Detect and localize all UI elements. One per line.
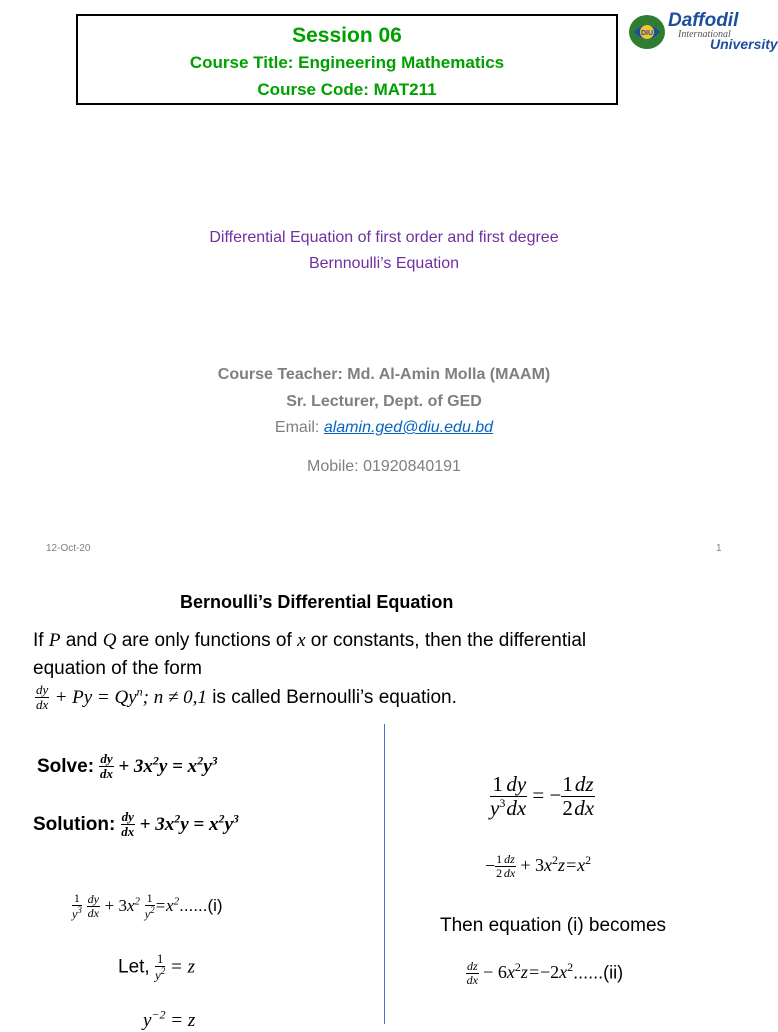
equation-i: $\frac{1}{y^3}$ $\frac{dy}{dx}$ + $3x^2$ $\frac{1}{y^2}$ $=x^2......(i)$ [72, 891, 223, 922]
derivative-relation: $\frac{1}{y^3}$ $\frac{dy}{dx}$ = − $\frac{1}{2}$ $\frac{dz}{dx}$ [490, 772, 595, 821]
definition-paragraph: If P and Q are only functions of x or constants, then the differential equation of the form [33, 630, 587, 679]
email-label: Email: [274, 419, 324, 436]
substitution-y: $y^{-2} = z$ [143, 1008, 196, 1032]
mobile-line: Mobile: 01920840191 [307, 458, 461, 475]
university-logo-icon [628, 14, 666, 50]
column-divider [384, 724, 385, 1024]
logo-badge: DIU [640, 30, 654, 37]
logo-text-daffodil: Daffodil [668, 10, 739, 31]
solution-equation: Solution: $\frac{dy}{dx}$ + $3x^2y = x^2y^3$ [33, 809, 239, 840]
logo-text-international: International [678, 29, 731, 40]
course-title: Course Title: Engineering Mathematics [189, 53, 505, 72]
footer-date: 12-Oct-20 [46, 543, 91, 554]
logo-text-university: University [710, 36, 778, 52]
bernoulli-form-equation: $\frac{dy}{dx}$ + $Py = Qy^n$; n ≠ 0,1 is called Bernoulli’s equation. [36, 682, 457, 713]
page-number: 1 [716, 543, 722, 554]
title-box [76, 14, 618, 105]
email-link[interactable]: alamin.ged@diu.edu.bd [323, 419, 494, 436]
slide-title: Bernoulli’s Differential Equation [180, 592, 454, 612]
topic-line-1: Differential Equation of first order and first degree [209, 229, 559, 246]
teacher-position: Sr. Lecturer, Dept. of GED [286, 393, 482, 410]
teacher-name: Course Teacher: Md. Al-Amin Molla (MAAM) [217, 366, 551, 383]
solve-equation: Solve: $\frac{dy}{dx}$ + $3x^2y = x^2y^3$ [37, 751, 218, 782]
then-text: Then equation (i) becomes [440, 915, 667, 936]
email-line [0, 414, 768, 442]
substitution-let: Let, $\frac{1}{y^2}$ = z [118, 951, 195, 983]
transformed-relation: − $\frac{1}{2}$ $\frac{dz}{dx}$ + $3x^2z=x^2$ [485, 852, 592, 881]
course-code: Course Code: MAT211 [257, 80, 437, 99]
topic-line-2: Bernnoulli’s Equation [308, 255, 460, 272]
session-title: Session 06 [292, 24, 402, 47]
equation-ii: $\frac{dz}{dx}$ − $6x^2z=-2x^2......(ii)$ [466, 959, 624, 988]
